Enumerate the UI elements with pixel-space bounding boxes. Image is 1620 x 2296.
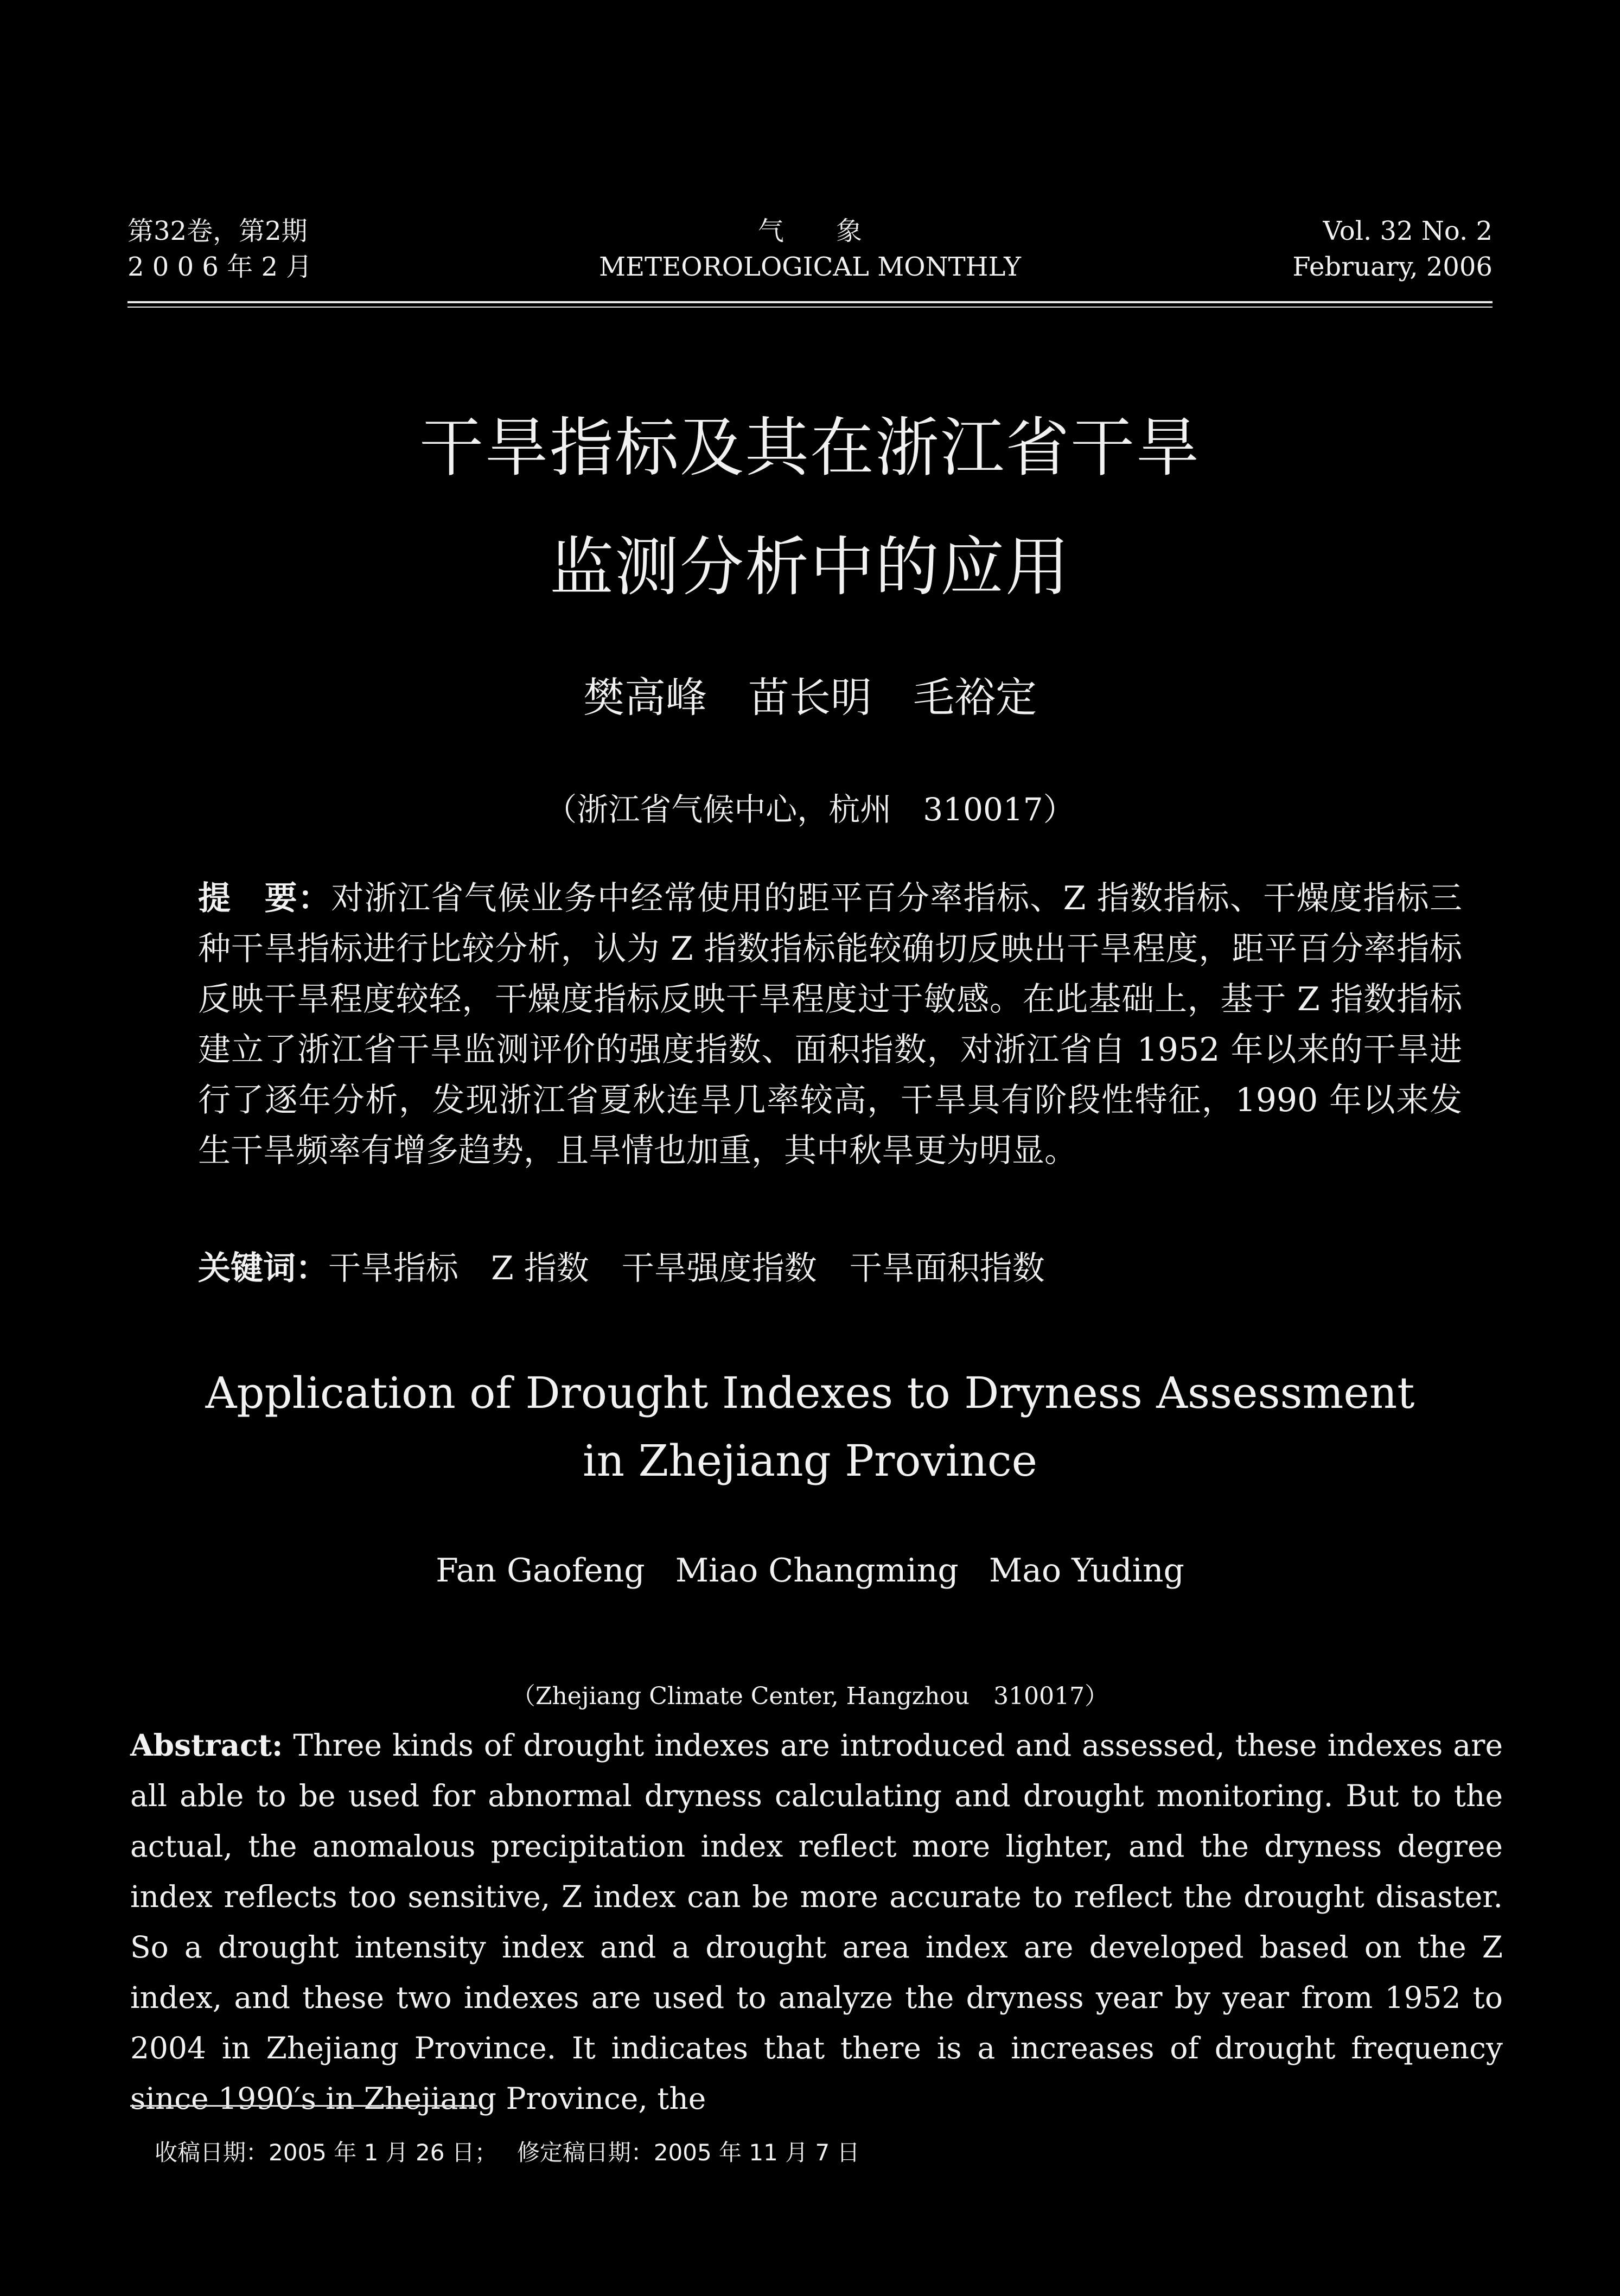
keywords-label: 关键词： (198, 1249, 328, 1287)
header-rule-thick (127, 301, 1493, 303)
header-right (1292, 213, 1493, 285)
keywords-cn (198, 1242, 1462, 1289)
authors-en (0, 1552, 1620, 1590)
authors-cn: 樊高峰 苗长明 毛裕定 (583, 673, 1037, 722)
keyword: 干旱指标 (328, 1249, 458, 1287)
abstract-cn-label: 提 要： (198, 879, 331, 917)
author-en: Mao Yuding (988, 1552, 1184, 1590)
title-cn-line-2: 监测分析中的应用 (549, 530, 1070, 604)
keyword: 干旱强度指数 (621, 1249, 817, 1287)
footnote (155, 2135, 879, 2167)
revised-date: 修定稿日期：2005 年 11 月 7 日 (516, 2139, 860, 2166)
footnote-rule (130, 2105, 477, 2107)
header-rule-thin (127, 307, 1493, 308)
abstract-en (130, 1720, 1503, 2124)
author-en: Fan Gaofeng (436, 1552, 645, 1590)
abstract-cn (198, 873, 1462, 1176)
abstract-en-label: Abstract: (130, 1727, 283, 1763)
title-cn-line-1: 干旱指标及其在浙江省干旱 (419, 410, 1201, 485)
keyword: 干旱面积指数 (849, 1249, 1045, 1287)
title-en-line-2: in Zhejiang Province (583, 1436, 1037, 1486)
keyword: Z 指数 (491, 1249, 589, 1287)
date-en: February, 2006 (1292, 252, 1493, 282)
journal-name-en: METEOROLOGICAL MONTHLY (598, 252, 1021, 282)
volume-issue-en: Vol. 32 No. 2 (1323, 216, 1493, 246)
title-en-line-1: Application of Drought Indexes to Dryness Assessment (205, 1368, 1415, 1418)
journal-name-cn: 气 象 (757, 216, 862, 246)
volume-issue-cn: 第32卷，第2期 (127, 216, 308, 246)
affiliation-cn: （浙江省气候中心，杭州 310017） (545, 791, 1075, 828)
received-date: 收稿日期：2005 年 1 月 26 日； (155, 2139, 498, 2166)
date-cn: 2 0 0 6 年 2 月 (127, 252, 312, 282)
affiliation-en: （Zhejiang Climate Center, Hangzhou 310017） (511, 1682, 1109, 1710)
author-en: Miao Changming (675, 1552, 959, 1590)
abstract-cn-text: 对浙江省气候业务中经常使用的距平百分率指标、Z 指数指标、干燥度指标三种干旱指标进行比较分析，认为 Z 指数指标能较确切反映出干旱程度，距平百分率指标反映干旱程度较轻，干燥度指标反映干旱程度过于敏感。在此基础上，基于 Z 指数指标建立了浙江省干旱监测评价的强度指数、面积指数，对浙江省自 1952 年以来的干旱进行了逐年分析，发现浙江省夏秋连旱几率较高，干旱具有阶段性特征，1990 年以来发生干旱频率有增多趋势，且旱情也加重，其中秋旱更为明显。 (198, 879, 1462, 1170)
title-en (0, 1359, 1620, 1495)
abstract-en-text: Three kinds of drought indexes are introduced and assessed, these indexes are all able to be used for abnormal dryness calculating and drought monitoring. But to the actual, the anomalous precipitation index reflect more lighter, and the dryness degree index reflects too sensitive, Z index can be more accurate to reflect the drought disaster. So a drought intensity index and a drought area index are developed based on the Z index, and these two indexes are used to analyze the dryness year by year from 1952 to 2004 in Zhejiang Province. It indicates that there is a increases of drought frequency since 1990′s in Zhejiang Province, the (130, 1728, 1503, 2116)
